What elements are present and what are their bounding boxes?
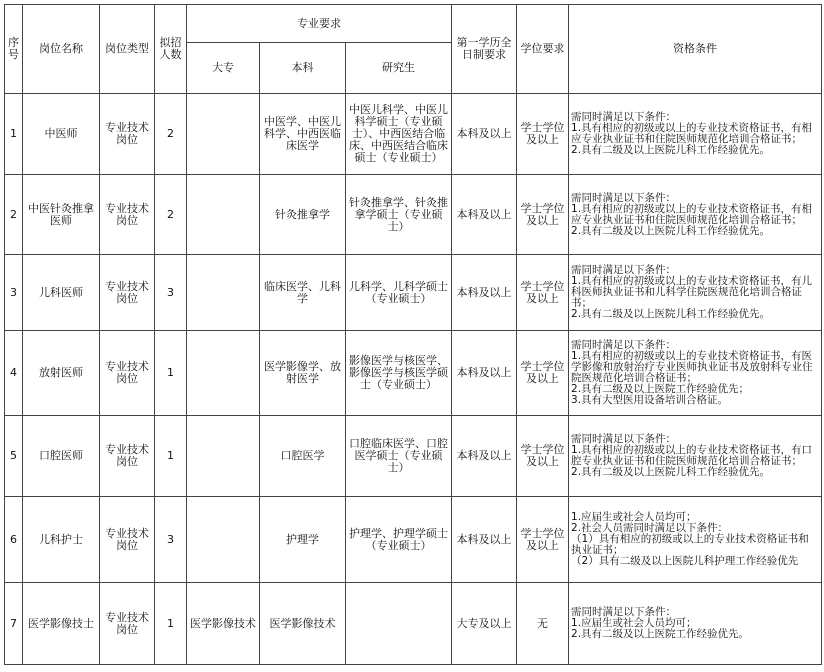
table-row [5, 583, 822, 665]
cell-qualification [569, 497, 822, 583]
header-count: 拟招人数 [155, 5, 187, 94]
cell-degree: 学士学位及以上 [517, 497, 569, 583]
qualification-line: （2）具有二级及以上医院儿科护理工作经验优先 [571, 555, 799, 567]
cell-qualification [569, 416, 822, 497]
cell-position-name: 放射医师 [23, 331, 100, 416]
cell-position-type: 专业技术岗位 [100, 497, 155, 583]
cell-degree: 学士学位及以上 [517, 416, 569, 497]
cell-position-name: 医学影像技士 [23, 583, 100, 665]
cell-seq: 4 [5, 331, 23, 416]
qualification-line: 需同时满足以下条件： [571, 111, 677, 123]
cell-dazhuan: 医学影像技术 [187, 583, 260, 665]
cell-benke: 口腔医学 [260, 416, 346, 497]
cell-yanjiusheng: 护理学、护理学硕士（专业硕士） [346, 497, 452, 583]
cell-yanjiusheng [346, 583, 452, 665]
qualification-line: 2.具有二级及以上医院工作经验优先。 [571, 628, 750, 640]
cell-dazhuan [187, 255, 260, 331]
cell-degree: 学士学位及以上 [517, 255, 569, 331]
cell-seq: 1 [5, 94, 23, 175]
cell-dazhuan [187, 497, 260, 583]
cell-seq: 7 [5, 583, 23, 665]
qualification-line: 2.具有二级及以上医院儿科工作经验优先。 [571, 308, 771, 320]
qualification-line: 2.具有二级及以上医院儿科工作经验优先。 [571, 144, 771, 156]
qualification-line: 2.具有二级及以上医院儿科工作经验优先。 [571, 224, 771, 237]
table-row [5, 175, 822, 255]
cell-degree: 学士学位及以上 [517, 175, 569, 255]
cell-position-name: 儿科护士 [23, 497, 100, 583]
header-position-type: 岗位类型 [100, 5, 155, 94]
table-row [5, 331, 822, 416]
cell-benke: 护理学 [260, 497, 346, 583]
qualification-line: 1.具有相应的初级或以上的专业技术资格证书，有医学影像和放射治疗专业医师执业证书及放射科专业住院医规范化培训合格证书； [571, 350, 813, 384]
cell-qualification [569, 331, 822, 416]
cell-yanjiusheng: 针灸推拿学、针灸推拿学硕士（专业硕士） [346, 175, 452, 255]
cell-count: 1 [155, 416, 187, 497]
cell-dazhuan [187, 416, 260, 497]
cell-education: 本科及以上 [452, 255, 517, 331]
cell-position-type: 专业技术岗位 [100, 416, 155, 497]
cell-seq: 2 [5, 175, 23, 255]
qualification-line: 需同时满足以下条件： [571, 264, 677, 276]
cell-yanjiusheng: 影像医学与核医学、影像医学与核医学硕士（专业硕士） [346, 331, 452, 416]
qualification-line: 3.具有大型医用设备培训合格证。 [571, 394, 729, 406]
cell-education: 本科及以上 [452, 94, 517, 175]
cell-benke: 中医学、中医儿科学、中西医临床医学 [260, 94, 346, 175]
cell-benke: 针灸推拿学 [260, 175, 346, 255]
cell-seq: 6 [5, 497, 23, 583]
header-degree: 学位要求 [517, 5, 569, 94]
qualification-line: 2.具有二级及以上医院工作经验优先； [571, 383, 750, 395]
cell-count: 3 [155, 255, 187, 331]
cell-yanjiusheng: 中医儿科学、中医儿科学硕士（专业硕士）、中西医结合临床、中西医结合临床硕士（专业硕士） [346, 94, 452, 175]
cell-position-name: 中医针灸推拿医师 [23, 175, 100, 255]
cell-dazhuan [187, 175, 260, 255]
cell-seq: 3 [5, 255, 23, 331]
cell-benke: 医学影像技术 [260, 583, 346, 665]
cell-degree: 无 [517, 583, 569, 665]
header-education: 第一学历全日制要求 [452, 5, 517, 94]
header-major: 专业要求 [187, 5, 452, 43]
header-qualification: 资格条件 [569, 5, 822, 94]
qualification-line: 2.社会人员需同时满足以下条件： [571, 522, 729, 534]
cell-education: 大专及以上 [452, 583, 517, 665]
cell-position-type: 专业技术岗位 [100, 255, 155, 331]
qualification-line: 1.应届生或社会人员均可； [571, 511, 697, 523]
cell-dazhuan [187, 331, 260, 416]
cell-position-type: 专业技术岗位 [100, 583, 155, 665]
cell-position-name: 儿科医师 [23, 255, 100, 331]
cell-education: 本科及以上 [452, 497, 517, 583]
header-dazhuan: 大专 [187, 43, 260, 94]
table-row [5, 497, 822, 583]
cell-position-type: 专业技术岗位 [100, 175, 155, 255]
cell-benke: 医学影像学、放射医学 [260, 331, 346, 416]
qualification-line: 1.应届生或社会人员均可； [571, 617, 697, 629]
qualification-line: 1.具有相应的初级或以上的专业技术资格证书，有相应专业执业证书和住院医师规范化培训合格证书； [571, 122, 813, 145]
cell-education: 本科及以上 [452, 416, 517, 497]
cell-qualification [569, 255, 822, 331]
cell-qualification [569, 583, 822, 665]
table-row [5, 416, 822, 497]
cell-qualification [569, 94, 822, 175]
qualification-line: （1）具有相应的初级或以上的专业技术资格证书和执业证书； [571, 533, 809, 556]
table-row [5, 255, 822, 331]
cell-position-type: 专业技术岗位 [100, 94, 155, 175]
cell-count: 1 [155, 583, 187, 665]
cell-position-name: 口腔医师 [23, 416, 100, 497]
table-row [5, 94, 822, 175]
qualification-line: 1.具有相应的初级或以上的专业技术资格证书，有口腔专业执业证书和住院医师规范化培训合格证书； [571, 444, 813, 467]
cell-qualification [569, 175, 822, 255]
qualification-line: 1.具有相应的初级或以上的专业技术资格证书，有儿科医师执业证书和儿科学住院医规范化培训合格证书； [571, 275, 813, 309]
cell-benke: 临床医学、儿科学 [260, 255, 346, 331]
cell-position-type: 专业技术岗位 [100, 331, 155, 416]
cell-count: 1 [155, 331, 187, 416]
cell-count: 2 [155, 94, 187, 175]
cell-degree: 学士学位及以上 [517, 94, 569, 175]
cell-position-name: 中医师 [23, 94, 100, 175]
header-yanjiusheng: 研究生 [346, 43, 452, 94]
cell-degree: 学士学位及以上 [517, 331, 569, 416]
qualification-line: 1.具有相应的初级或以上的专业技术资格证书，有相应专业执业证书和住院医师规范化培训合格证书； [571, 202, 813, 226]
qualification-line: 需同时满足以下条件： [571, 606, 677, 618]
cell-seq: 5 [5, 416, 23, 497]
recruitment-table [4, 4, 822, 665]
header-seq: 序号 [5, 5, 23, 94]
qualification-line: 2.具有二级及以上医院儿科工作经验优先。 [571, 466, 771, 478]
cell-dazhuan [187, 94, 260, 175]
cell-yanjiusheng: 口腔临床医学、口腔医学硕士（专业硕士） [346, 416, 452, 497]
cell-education: 本科及以上 [452, 175, 517, 255]
qualification-line: 需同时满足以下条件： [571, 191, 677, 204]
cell-yanjiusheng: 儿科学、儿科学硕士（专业硕士） [346, 255, 452, 331]
qualification-line: 需同时满足以下条件： [571, 433, 677, 445]
header-position-name: 岗位名称 [23, 5, 100, 94]
cell-count: 3 [155, 497, 187, 583]
cell-education: 本科及以上 [452, 331, 517, 416]
cell-count: 2 [155, 175, 187, 255]
header-benke: 本科 [260, 43, 346, 94]
qualification-line: 需同时满足以下条件： [571, 339, 677, 351]
